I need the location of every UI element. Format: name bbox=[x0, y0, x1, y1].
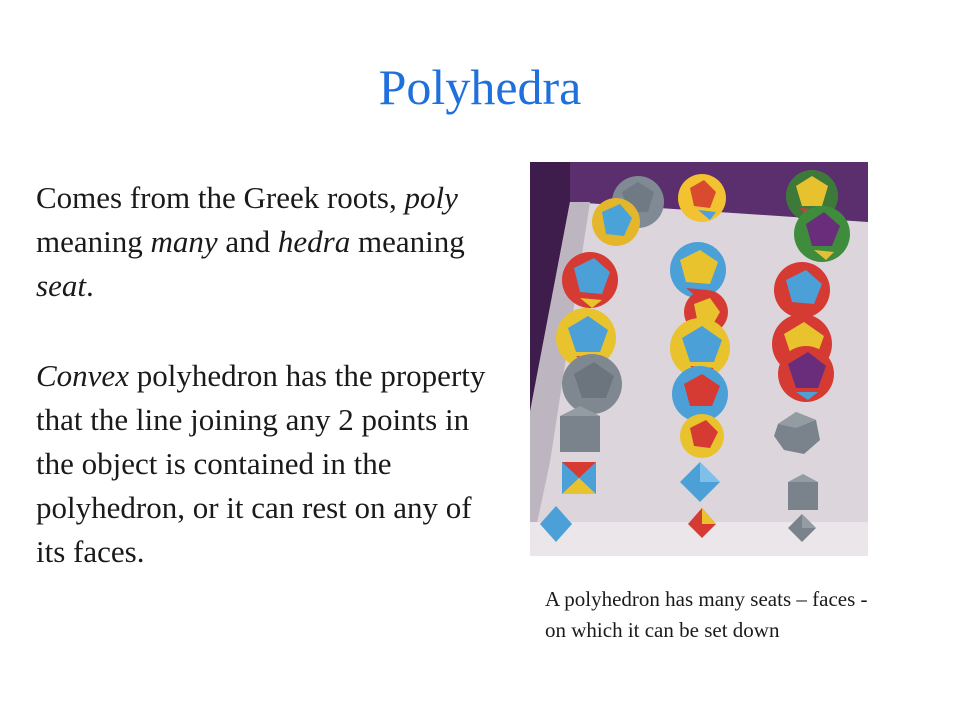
body-text bbox=[36, 176, 486, 574]
polyhedron-model-2 bbox=[678, 174, 726, 222]
slide-title: Polyhedra bbox=[378, 59, 582, 115]
polyhedron-model-5 bbox=[794, 206, 850, 262]
polyhedron-model-15 bbox=[778, 346, 834, 402]
polyhedra-photo bbox=[530, 162, 868, 556]
polyhedron-model-16 bbox=[680, 414, 724, 458]
polyhedron-model-14 bbox=[672, 366, 728, 422]
polyhedron-model-13 bbox=[562, 354, 622, 414]
polyhedra-illustration bbox=[530, 162, 868, 556]
photo-caption: A polyhedron has many seats – faces - on which it can be set down bbox=[545, 587, 868, 642]
polyhedron-model-4 bbox=[592, 198, 640, 246]
polyhedron-model-6 bbox=[562, 252, 618, 308]
polyhedron-model-19 bbox=[562, 462, 596, 494]
paragraph-etymology: Comes from the Greek roots, poly meaning many and hedra meaning seat. bbox=[36, 180, 465, 303]
polyhedron-model-8 bbox=[774, 262, 830, 318]
polyhedron-model-7 bbox=[670, 242, 726, 298]
paragraph-convex: Convex polyhedron has the property that the line joining any 2 points in the object is contained in the polyhedron, or it can rest on any of its faces. bbox=[36, 358, 486, 569]
